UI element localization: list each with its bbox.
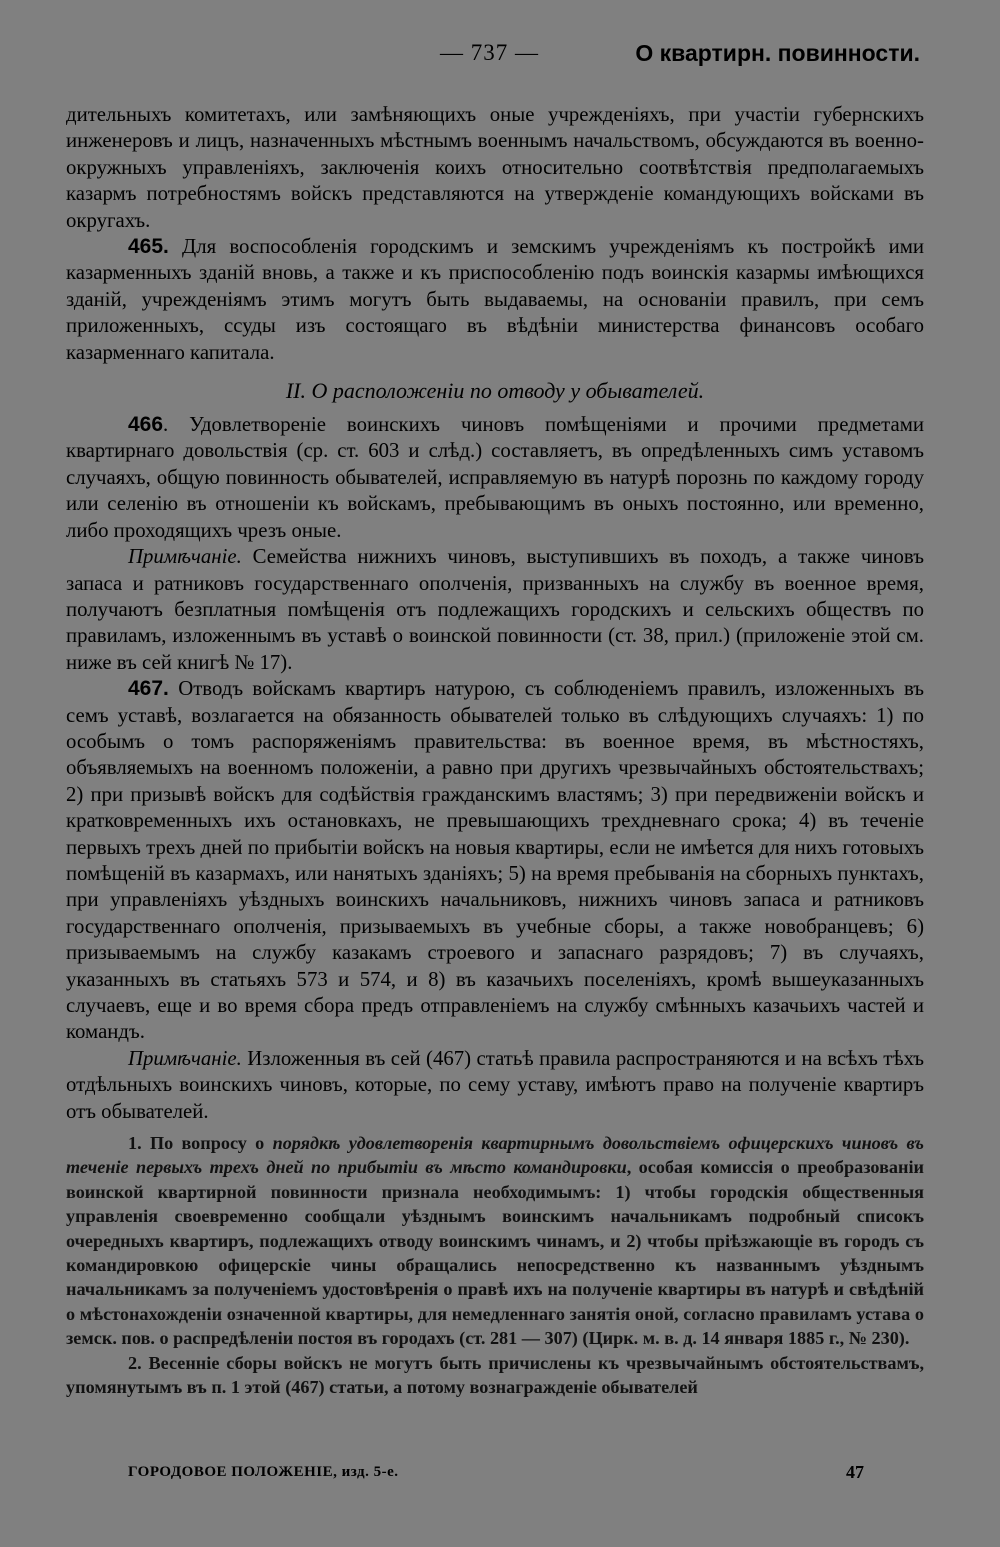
article-number: 465. <box>128 235 169 259</box>
page-body <box>66 102 924 1400</box>
paragraph-continuation: дительныхъ комитетахъ, или замѣняющихъ оные учрежденіяхъ, при участіи губернскихъ инженеровъ и лицъ, назначенныхъ мѣстнымъ военнымъ начальствомъ, обсуждаются въ военно-окружныхъ управленіяхъ, заключенія коихъ относительно соотвѣтствія предполагаемыхъ казармъ потребностямъ войскъ представляются на утвержденіе командующихъ войсками въ округахъ. <box>66 103 924 232</box>
signature-mark: 47 <box>846 1462 864 1482</box>
article-466 <box>66 412 924 544</box>
article-text: Для воспособленія городскимъ и земскимъ учрежденіямъ къ постройкѣ ими казарменныхъ зданій вновь, а также и къ приспособленію подъ воинскія казармы имѣющихся зданій, учрежденіямъ этимъ могутъ быть выдаваемы, на основаніи правилъ, при семъ приложенныхъ, ссуды изъ состоящаго въ вѣдѣніи министерства финансовъ особаго казарменнаго капитала. <box>66 235 924 364</box>
note-466 <box>66 544 924 676</box>
page-number: — 737 — <box>440 40 539 65</box>
commentary-1: 1. По вопросу о порядкѣ удовлетворенія квартирнымъ довольствіемъ офицерскихъ чиновъ въ теченіе первыхъ трехъ дней по прибытіи въ мѣсто командировки, особая комиссія о преобразованіи воинской квартирной повинности признала необходимымъ: 1) чтобы городскія общественныя управленія своевременно сообщали уѣзднымъ воинскимъ начальникамъ подробный списокъ очередныхъ квартиръ, подлежащихъ отводу воинскимъ чинамъ, и 2) чтобы пріѣзжающіе въ городъ съ командировкою офицерскіе чины обращались непосредственно къ названнымъ уѣзднымъ начальникамъ за полученіемъ удостовѣренія о правѣ ихъ на полученіе квартиры въ натурѣ и свѣдѣній о мѣстонахожденіи означенной квартиры, для немедленнаго занятія оной, согласно правиламъ устава о земск. пов. о распредѣленіи постоя въ городахъ (ст. 281 — 307) (Цирк. м. в. д. 14 января 1885 г., № 230). <box>66 1133 924 1349</box>
section-heading: II. О расположеніи по отводу у обывателей. <box>285 378 705 404</box>
note-text: Изложенныя въ сей (467) статьѣ правила распространяются и на всѣхъ тѣхъ отдѣльныхъ воинскихъ чиновъ, которые, по сему уставу, имѣютъ право на полученіе квартиръ отъ обывателей. <box>66 1046 924 1123</box>
article-number: 467. <box>128 677 169 701</box>
page-footer <box>128 1464 864 1488</box>
note-text: Семейства нижнихъ чиновъ, выступившихъ въ походъ, а также чиновъ запаса и ратниковъ государственнаго ополченія, призванныхъ на службу въ военное время, получаютъ безплатныя помѣщенія отъ подлежащихъ городскихъ и сельскихъ обществъ по правиламъ, изложеннымъ въ уставѣ о воинской повинности (ст. 38, прил.) (приложеніе этой см. ниже въ сей книгѣ № 17). <box>66 545 924 674</box>
article-text: Отводъ войскамъ квартиръ натурою, съ соблюденіемъ правилъ, изложенныхъ въ семъ уставѣ, возлагается на обязанность обывателей только въ слѣдующихъ случаяхъ: 1) по особымъ о томъ распоряженіямъ правительства: въ военное время, въ мѣстностяхъ, объявляемыхъ на военномъ положеніи, а равно при другихъ чрезвычайныхъ обстоятельствахъ; 2) при призывѣ войскъ для содѣйствія гражданскимъ властямъ; 3) при передвиженіи войскъ и кратковременныхъ ихъ остановкахъ, не превышающихъ трехдневнаго срока; 4) въ теченіе первыхъ трехъ дней по прибытіи войскъ на новыя квартиры, если не имѣется для нихъ готовыхъ помѣщеній въ казармахъ, или нанятыхъ зданіяхъ; 5) на время пребыванія на сборныхъ пунктахъ, при управленіяхъ уѣздныхъ воинскихъ начальниковъ, нижнихъ чиновъ запаса и ратниковъ государственнаго ополченія, призываемыхъ въ учебные сборы, а также новобранцевъ; 6) призываемымъ на службу казакамъ строевого и запаснаго разрядовъ; 7) въ случаяхъ, указанныхъ въ статьяхъ 573 и 574, и 8) въ казачьихъ поселеніяхъ, кромѣ вышеуказанныхъ случаевъ, еще и во время сбора предъ отправленіемъ на службу смѣнныхъ казачьихъ частей и командъ. <box>66 677 924 1044</box>
note-label: Примѣчаніе. <box>128 545 242 569</box>
page-header <box>66 40 920 74</box>
note-label: Примѣчаніе. <box>128 1046 242 1070</box>
article-text: . Удовлетвореніе воинскихъ чиновъ помѣщеніями и прочими предметами квартирнаго довольствія (ср. ст. 603 и слѣд.) составляетъ, въ опредѣленныхъ симъ уставомъ случаяхъ, общую повинность обывателей, исправляемую въ натурѣ порознь по каждому городу или селенію въ отношеніи къ войскамъ, пребывающимъ въ оныхъ постоянно, или временно, либо проходящихъ чрезъ оные. <box>66 413 924 542</box>
footer-title: ГОРОДОВОЕ ПОЛОЖЕНІЕ, изд. 5-е. <box>128 1464 399 1480</box>
article-467 <box>66 676 924 1046</box>
running-head: О квартирн. повинности. <box>635 40 920 66</box>
article-465 <box>66 234 924 366</box>
note-467 <box>66 1046 924 1125</box>
article-number: 466 <box>128 413 164 437</box>
commentary-2: 2. Весеннiе сборы войскъ не могутъ быть причислены къ чрезвычайнымъ обстоятельствамъ, упомянутымъ въ п. 1 этой (467) статьи, а потому вознагражденіе обывателей <box>66 1352 924 1398</box>
commentary-emphasis: порядкѣ удовлетворенія квартирнымъ довольствіемъ офицерскихъ чиновъ въ теченіе первыхъ трехъ дней по прибытіи въ мѣсто командировки <box>66 1133 924 1178</box>
